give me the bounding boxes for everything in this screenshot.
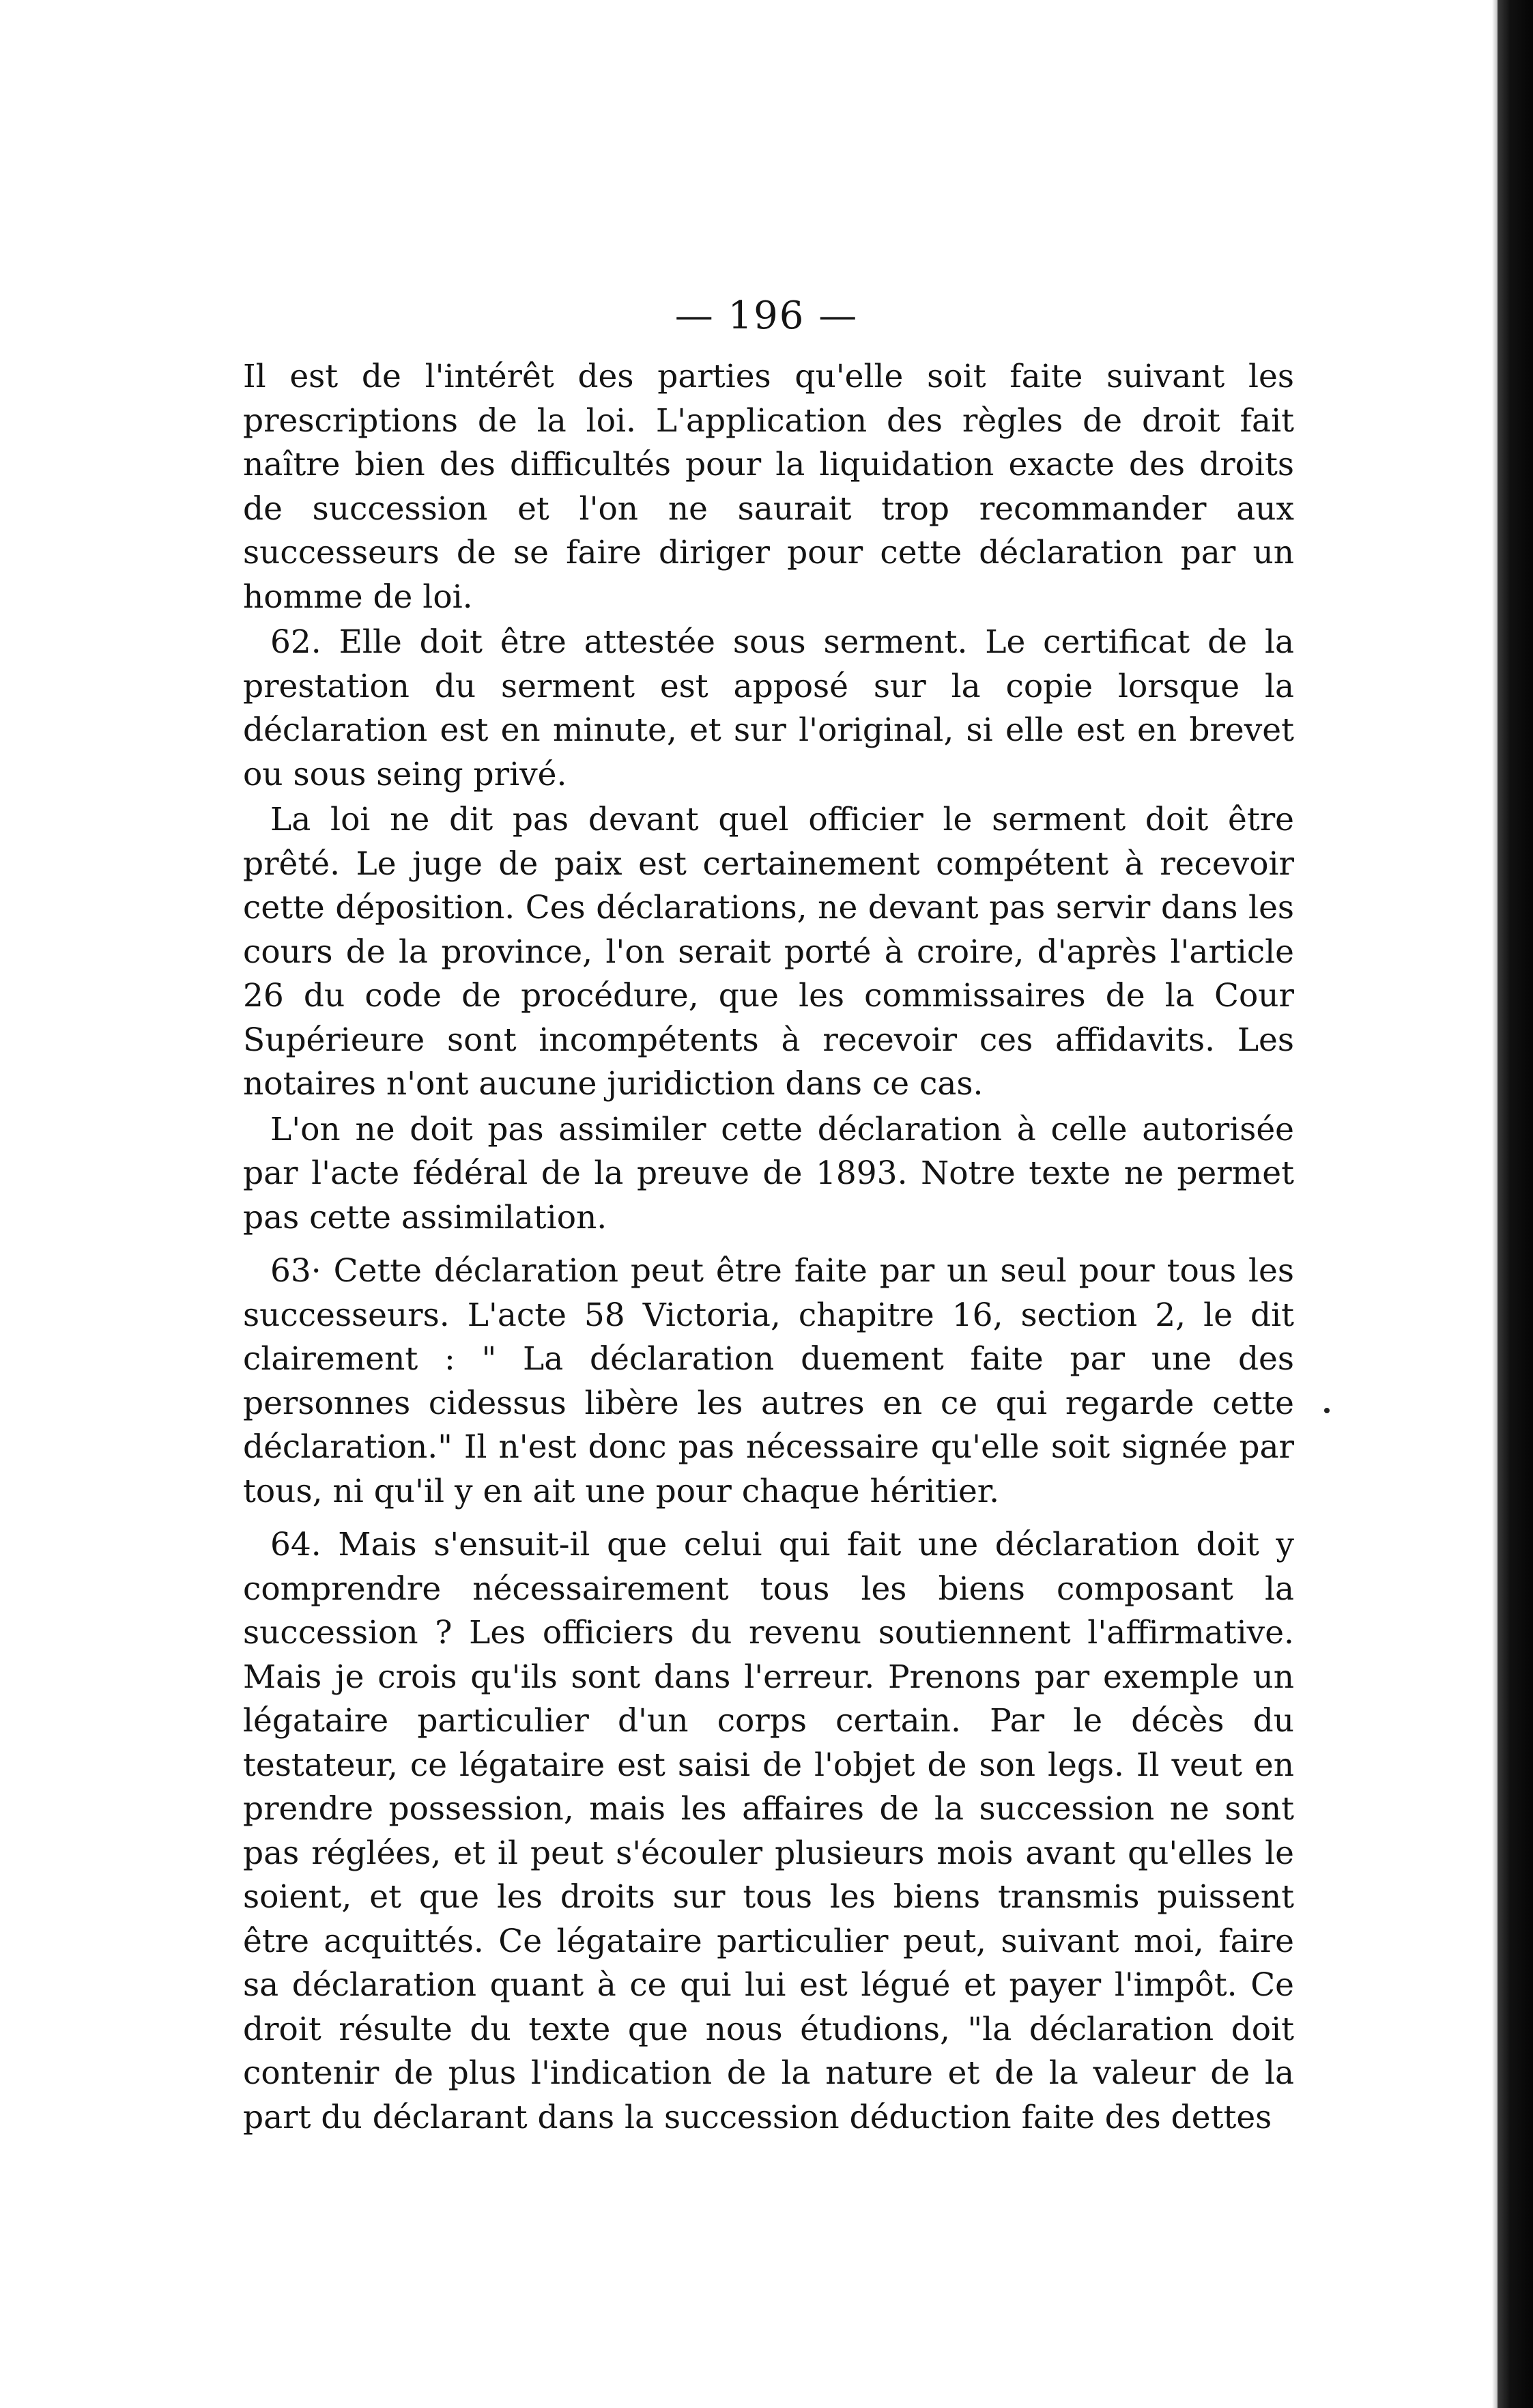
paragraph-2: 62. Elle doit être attestée sous serment. Le certificat de la prestation du serment est apposé sur la copie lorsque la déclaration est en minute, et sur l'original, si elle est en brevet ou sous seing privé. [243,623,1294,793]
paragraph-1: Il est de l'intérêt des parties qu'elle soit faite suivant les prescriptions de la loi. L'application des règles de droit fait naître bien des difficultés pour la liquidation exacte des droits de succession et l'on ne saurait trop recommander aux successeurs de se faire diriger pour cette déclaration par un homme de loi. [243,358,1294,616]
paragraph-5: 63· Cette déclaration peut être faite par un seul pour tous les successeurs. L'acte 58 Victoria, chapitre 16, section 2, le dit clairement : " La déclaration duement faite par une des personnes cidessus libère les autres en ce qui regarde cette déclaration." Il n'est donc pas nécessaire qu'elle soit signée par tous, ni qu'il y en ait une pour chaque héritier. [243,1252,1294,1510]
scan-dark-edge [1498,0,1533,2408]
paragraph-6: 64. Mais s'ensuit-il que celui qui fait une déclaration doit y comprendre nécessairement tous les biens composant la succession ? Les officiers du revenu soutiennent l'affirmative. Mais je crois qu'ils sont dans l'erreur. Prenons par exemple un légataire particulier d'un corps certain. Par le décès du testateur, ce légataire est saisi de l'objet de son legs. Il veut en prendre possession, mais les affaires de la succession ne sont pas réglées, et il peut s'écouler plusieurs mois avant qu'elles le soient, et que les droits sur tous les biens transmis puissent être acquittés. Ce légataire particulier peut, suivant moi, faire sa déclaration quant à ce qui lui est légué et payer l'impôt. Ce droit résulte du texte que nous étudions, "la déclaration doit contenir de plus l'indication de la nature et de la valeur de la part du déclarant dans la succession déduction faite des dettes [243,1526,1294,2136]
body-text [243,355,1294,2140]
paragraph-4: L'on ne doit pas assimiler cette déclaration à celle autorisée par l'acte fédéral de la preuve de 1893. Notre texte ne permet pas cette assimilation. [243,1110,1294,1236]
page-number: — 196 — [674,294,859,338]
margin-speck [1324,1408,1330,1413]
paragraph-3: La loi ne dit pas devant quel officier le serment doit être prêté. Le juge de paix est certainement compétent à recevoir cette déposition. Ces déclarations, ne devant pas servir dans les cours de la province, l'on serait porté à croire, d'après l'article 26 du code de procédure, que les commissaires de la Cour Supérieure sont incompétents à recevoir ces affidavits. Les notaires n'ont aucune juridiction dans ce cas. [243,801,1294,1103]
